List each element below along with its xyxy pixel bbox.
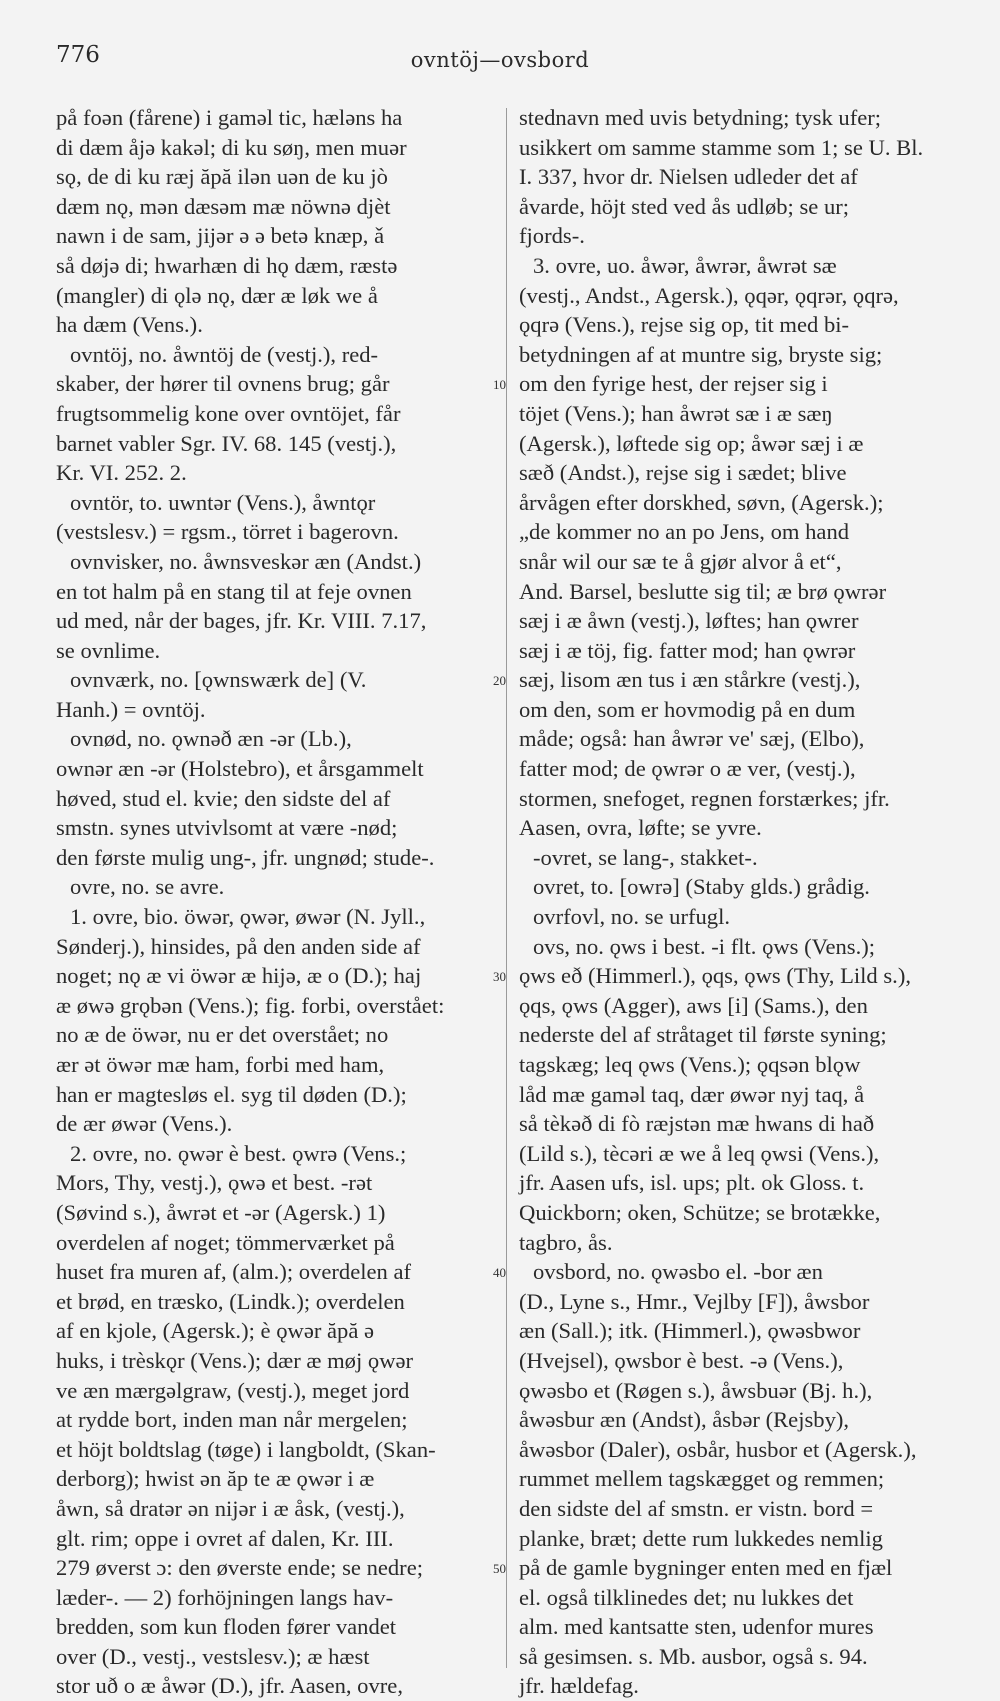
dictionary-line: And. Barsel, beslutte sig til; æ brø ǫwrər	[519, 578, 887, 604]
dictionary-line: alm. med kantsatte sten, udenfor mures	[519, 1614, 874, 1640]
dictionary-line: huks, i trèskǫr (Vens.); dær æ møj ǫwər	[56, 1347, 414, 1373]
dictionary-line: åwəsbur æn (Andst), åsbər (Rejsby),	[519, 1407, 850, 1433]
dictionary-line: (Agersk.), løftede sig op; åwər sæj i æ	[519, 430, 864, 456]
dictionary-line: årvågen efter dorskhed, søvn, (Agersk.);	[519, 489, 884, 515]
dictionary-line: ud med, når der bages, jfr. Kr. VIII. 7.17,	[56, 608, 427, 634]
dictionary-line: rummet mellem tagskægget og remmen;	[519, 1466, 885, 1492]
dictionary-line: så gesimsen. s. Mb. ausbor, også s. 94.	[519, 1643, 868, 1669]
dictionary-line: barnet vabler Sgr. IV. 68. 145 (vestj.),	[56, 430, 397, 456]
dictionary-line: læder-. — 2) forhöjningen langs hav-	[56, 1584, 394, 1610]
dictionary-line: frugtsommelig kone over ovntöjet, får	[56, 400, 401, 426]
line-number-marker: 20	[493, 673, 506, 689]
line-number-marker: 30	[493, 969, 506, 985]
dictionary-line: ovntör, to. uwntər (Vens.), åwntǫr	[70, 489, 376, 515]
dictionary-line: ǫqs, ǫws (Agger), aws [i] (Sams.), den	[519, 992, 868, 1018]
running-head: ovntöj—ovsbord	[410, 48, 590, 72]
dictionary-line: ǫqrə (Vens.), rejse sig op, tit med bi-	[519, 312, 850, 338]
dictionary-line: 279 øverst ɔ: den øverste ende; se nedre;	[56, 1555, 424, 1581]
dictionary-line: sæð (Andst.), rejse sig i sædet; blive	[519, 460, 847, 486]
dictionary-line: el. også tilklinedes det; nu lukkes det	[519, 1584, 854, 1610]
dictionary-line: overdelen af noget; tömmerværket på	[56, 1229, 395, 1255]
dictionary-line: (D., Lyne s., Hmr., Vejlby [F]), åwsbor	[519, 1288, 870, 1314]
dictionary-line: (vestj., Andst., Agersk.), ǫqər, ǫqrər, ǫqrə,	[519, 282, 899, 308]
dictionary-line: dæm nǫ, mən dæsəm mæ nöwnə djèt	[56, 193, 391, 219]
dictionary-line: sǫ, de di ku ræj ăpă ilən uən de ku jò	[56, 164, 388, 190]
dictionary-line: I. 337, hvor dr. Nielsen udleder det af	[519, 164, 858, 190]
dictionary-line: skaber, der hører til ovnens brug; går	[56, 371, 390, 397]
dictionary-line: æn (Sall.); itk. (Himmerl.), ǫwəsbwor	[519, 1318, 861, 1344]
dictionary-line: (Hvejsel), ǫwsbor è best. -ə (Vens.),	[519, 1347, 844, 1373]
dictionary-line: ownər æn -ər (Holstebro), et årsgammelt	[56, 756, 424, 782]
dictionary-line: ovre, no. se avre.	[70, 874, 225, 900]
right-column	[519, 103, 964, 1701]
line-number-marker: 50	[493, 1561, 506, 1577]
dictionary-line: noget; nǫ æ vi öwər æ hijə, æ o (D.); haj	[56, 963, 422, 989]
column-divider	[506, 108, 507, 1668]
dictionary-line: låd mæ gaməl taq, dær øwər nyj taq, å	[519, 1081, 865, 1107]
dictionary-line: på foən (fårene) i gaməl tic, hæləns ha	[56, 105, 403, 130]
dictionary-line: töjet (Vens.); han åwrət sæ i æ sæŋ	[519, 400, 833, 426]
dictionary-line: di dæm åjə kakəl; di ku søŋ, men muər	[56, 134, 407, 160]
dictionary-line: Mors, Thy, vestj.), ǫwə et best. -rət	[56, 1170, 373, 1196]
dictionary-line: stednavn med uvis betydning; tysk ufer;	[519, 105, 882, 130]
dictionary-line: (Lild s.), tècəri æ we å leq ǫwsi (Vens.),	[519, 1140, 880, 1166]
dictionary-line: Quickborn; oken, Schütze; se brotække,	[519, 1199, 881, 1225]
dictionary-line: så døjə di; hwarhæn di hǫ dæm, ræstə	[56, 252, 398, 278]
dictionary-line: 2. ovre, no. ǫwər è best. ǫwrə (Vens.;	[70, 1140, 407, 1166]
dictionary-line: ovnød, no. ǫwnəð æn -ər (Lb.),	[70, 726, 352, 752]
dictionary-line: derborg); hwist ən ăp te æ ǫwər i æ	[56, 1466, 375, 1492]
dictionary-line: glt. rim; oppe i ovret af dalen, Kr. III.	[56, 1525, 394, 1551]
dictionary-line: (Søvind s.), åwrət et -ər (Agersk.) 1)	[56, 1199, 386, 1225]
dictionary-line: (mangler) di ǫlə nǫ, dær æ løk we å	[56, 282, 378, 308]
dictionary-line: betydningen af at muntre sig, bryste sig;	[519, 341, 883, 367]
page-header	[0, 0, 1000, 90]
dictionary-line: nederste del af stråtaget til første syning;	[519, 1022, 887, 1048]
dictionary-line: de ær øwər (Vens.).	[56, 1111, 233, 1137]
dictionary-line: 3. ovre, uo. åwər, åwrər, åwrət sæ	[533, 252, 837, 278]
dictionary-line: stormen, snefoget, regnen forstærkes; jfr.	[519, 785, 890, 811]
dictionary-line: åvarde, höjt sted ved ås udløb; se ur;	[519, 193, 850, 219]
dictionary-line: på de gamle bygninger enten med en fjæl	[519, 1555, 893, 1581]
dictionary-line: nawn i de sam, jijər ə ə betə knæp, ǎ	[56, 223, 385, 249]
dictionary-line: om den, som er hovmodig på en dum	[519, 696, 856, 722]
dictionary-line: Kr. VI. 252. 2.	[56, 460, 187, 486]
dictionary-line: jfr. Aasen ufs, isl. ups; plt. ok Gloss. t.	[519, 1170, 865, 1196]
dictionary-line: ovs, no. ǫws i best. -i flt. ǫws (Vens.);	[533, 933, 876, 959]
dictionary-line: sæj i æ töj, fig. fatter mod; han ǫwrər	[519, 637, 856, 663]
dictionary-line: -ovret, se lang-, stakket-.	[533, 844, 758, 870]
dictionary-line: ve æn mærgəlgraw, (vestj.), meget jord	[56, 1377, 410, 1403]
dictionary-line: (vestslesv.) = rgsm., törret i bagerovn.	[56, 519, 399, 545]
dictionary-line: så tèkəð di fò ræjstən mæ hwans di hað	[519, 1111, 875, 1137]
dictionary-line: ovnvisker, no. åwnsveskər æn (Andst.)	[70, 548, 422, 574]
dictionary-line: en tot halm på en stang til at feje ovnen	[56, 578, 412, 604]
line-number-marker: 10	[493, 377, 506, 393]
dictionary-line: jfr. hældefag.	[519, 1673, 639, 1699]
dictionary-line: sæj i æ åwn (vestj.), løftes; han ǫwrer	[519, 608, 859, 634]
dictionary-line: ær ət öwər mæ ham, forbi med ham,	[56, 1052, 385, 1077]
dictionary-line: den første mulig ung-, jfr. ungnød; stude-.	[56, 844, 435, 870]
dictionary-line: ovrfovl, no. se urfugl.	[533, 904, 731, 930]
dictionary-line: usikkert om samme stamme som 1; se U. Bl.	[519, 134, 924, 160]
dictionary-line: tagskæg; leq ǫws (Vens.); ǫqsən blǫw	[519, 1052, 861, 1077]
dictionary-line: stor uð o æ åwər (D.), jfr. Aasen, ovre,	[56, 1673, 403, 1699]
dictionary-line: snår wil our sæ te å gjør alvor å et“,	[519, 548, 842, 574]
dictionary-line: Aasen, ovra, løfte; se yvre.	[519, 815, 762, 841]
dictionary-line: no æ de öwər, nu er det overstået; no	[56, 1022, 389, 1048]
dictionary-line: åwn, så dratər ən nijər i æ åsk, (vestj.),	[56, 1495, 405, 1521]
dictionary-line: måde; også: han åwrər ve' sæj, (Elbo),	[519, 726, 865, 752]
dictionary-line: huset fra muren af, (alm.); overdelen af	[56, 1259, 412, 1285]
dictionary-line: den sidste del af smstn. er vistn. bord =	[519, 1495, 874, 1521]
dictionary-line: ovsbord, no. ǫwəsbo el. -bor æn	[533, 1259, 823, 1285]
dictionary-line: ovnværk, no. [ǫwnswærk de] (V.	[70, 667, 367, 693]
dictionary-line: Sønderj.), hinsides, på den anden side af	[56, 933, 421, 959]
left-column	[56, 103, 496, 1701]
dictionary-line: sæj, lisom æn tus i æn stårkre (vestj.),	[519, 667, 861, 693]
dictionary-line: smstn. synes utvivlsomt at være -nød;	[56, 815, 398, 841]
dictionary-line: over (D., vestj., vestslesv.); æ hæst	[56, 1643, 370, 1669]
dictionary-line: 1. ovre, bio. öwər, ǫwər, øwər (N. Jyll.,	[70, 904, 426, 930]
dictionary-line: tagbro, ås.	[519, 1229, 613, 1255]
line-number-marker: 40	[493, 1265, 506, 1281]
dictionary-line: åwəsbor (Daler), osbår, husbor et (Agersk.),	[519, 1436, 917, 1462]
dictionary-line: ovret, to. [owrə] (Staby glds.) grådig.	[533, 874, 870, 900]
dictionary-line: planke, bræt; dette rum lukkedes nemlig	[519, 1525, 883, 1551]
dictionary-line: et brød, en træsko, (Lindk.); overdelen	[56, 1288, 405, 1314]
dictionary-line: bredden, som kun floden fører vandet	[56, 1614, 397, 1640]
dictionary-line: Hanh.) = ovntöj.	[56, 696, 206, 722]
dictionary-line: æ øwə grǫbən (Vens.); fig. forbi, overstået:	[56, 992, 445, 1018]
dictionary-line: af en kjole, (Agersk.); è ǫwər ăpă ə	[56, 1318, 375, 1344]
dictionary-line: at rydde bort, inden man når mergelen;	[56, 1407, 408, 1433]
page-number: 776	[56, 42, 100, 68]
dictionary-line: et höjt boldtslag (tøge) i langboldt, (Skan-	[56, 1436, 436, 1462]
dictionary-line: „de kommer no an po Jens, om hand	[519, 519, 850, 545]
dictionary-line: fjords-.	[519, 223, 585, 249]
dictionary-line: ovntöj, no. åwntöj de (vestj.), red-	[70, 341, 379, 367]
dictionary-line: han er magtesløs el. syg til døden (D.);	[56, 1081, 407, 1107]
dictionary-line: ha dæm (Vens.).	[56, 312, 203, 338]
dictionary-line: ǫwəsbo et (Røgen s.), åwsbuər (Bj. h.),	[519, 1377, 873, 1403]
dictionary-line: om den fyrige hest, der rejser sig i	[519, 371, 828, 397]
dictionary-line: høved, stud el. kvie; den sidste del af	[56, 785, 391, 811]
dictionary-line: fatter mod; de ǫwrər o æ ver, (vestj.),	[519, 756, 856, 782]
dictionary-line: se ovnlime.	[56, 637, 161, 663]
dictionary-line: ǫws eð (Himmerl.), ǫqs, ǫws (Thy, Lild s.),	[519, 963, 911, 989]
